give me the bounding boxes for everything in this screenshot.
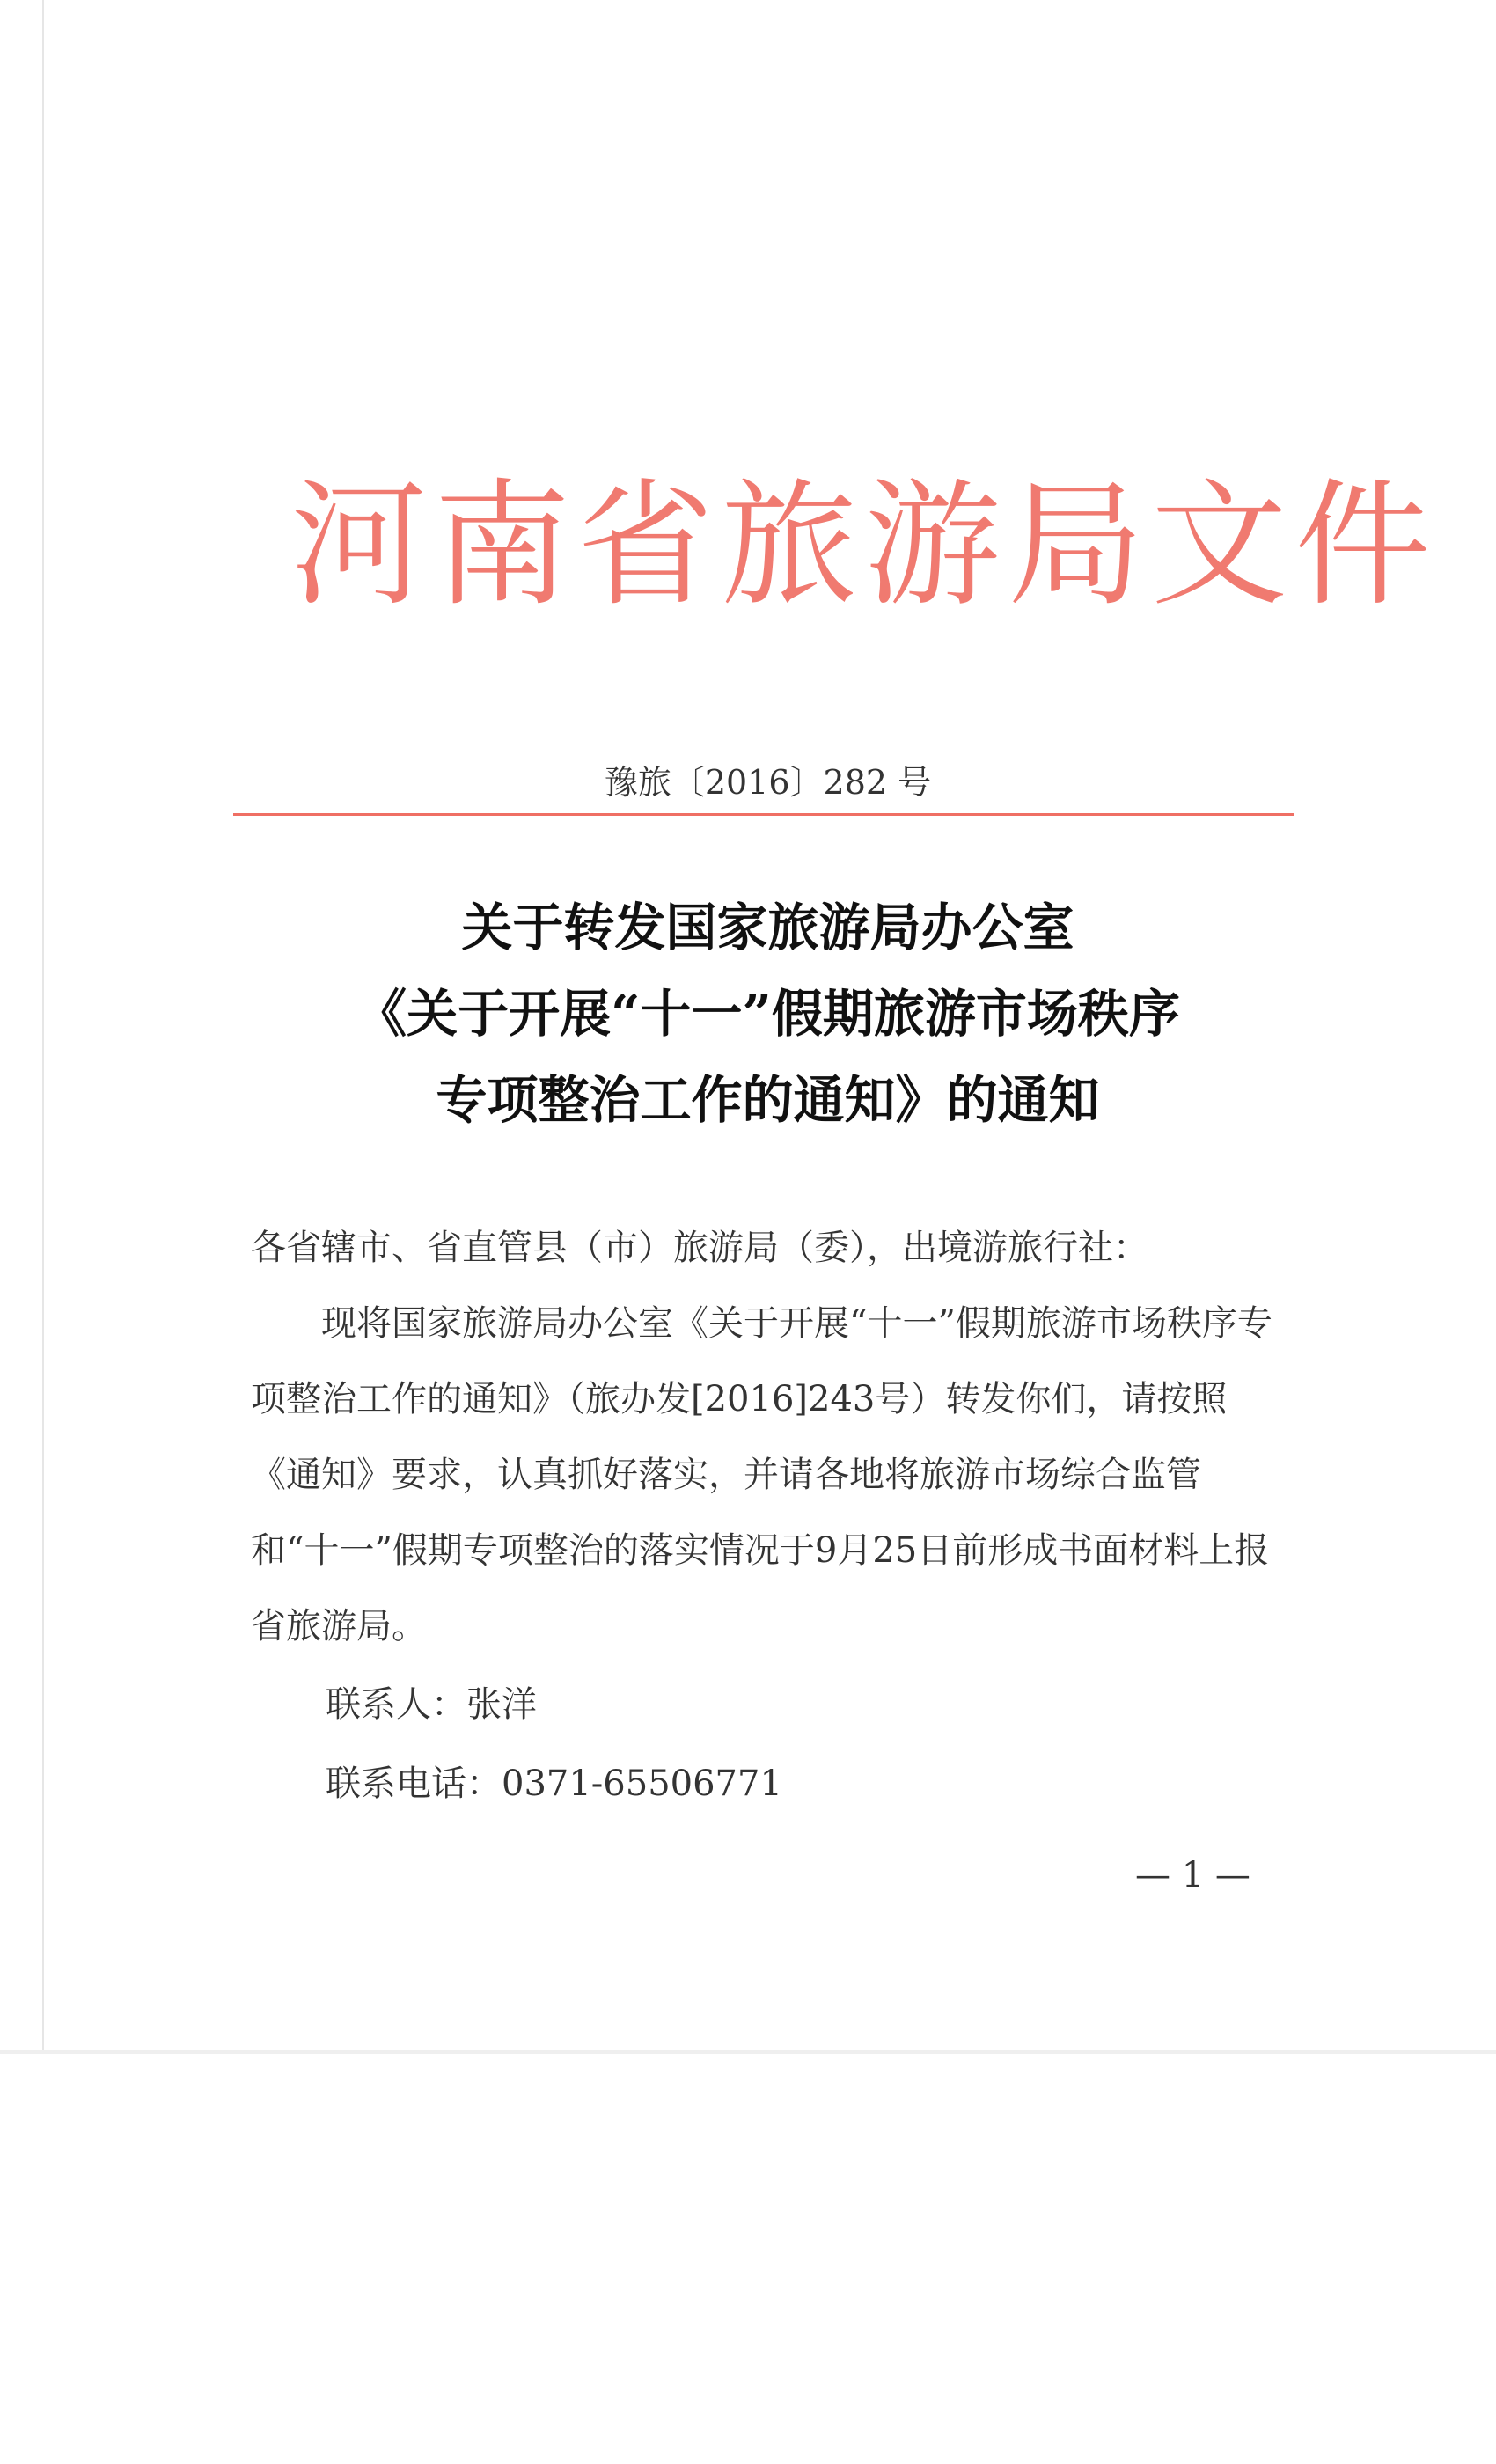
body-paragraph: 现将国家旅游局办公室《关于开展“十一”假期旅游市场秩序专项整治工作的通知》（旅办发[2016]243号）转发你们，请按照《通知》要求，认真抓好落实，并请各地将旅游市场综合监管和“十一”假期专项整治的落实情况于9月25日前形成书面材料上报省旅游局。 [251,1303,1272,1646]
page-number: — 1 — [1135,1855,1250,1896]
title-line-3: 专项整治工作的通知》的通知 [436,1070,1100,1130]
document-number: 豫旅〔2016〕282 号 [604,763,932,802]
masthead-title: 河南省旅游局文件 [290,466,1438,625]
title-line-2: 《关于开展“十一”假期旅游市场秩序 [356,984,1180,1044]
red-divider-line [233,813,1294,816]
title-line-1: 关于转发国家旅游局办公室 [461,898,1074,957]
contact-person: 联系人：张洋 [326,1684,537,1725]
notice-body [251,1210,1280,1664]
notice-title [0,884,1496,1143]
contact-phone: 联系电话：0371-65506771 [326,1764,782,1804]
scan-edge [0,2050,1496,2054]
salutation: 各省辖市、省直管县（市）旅游局（委），出境游旅行社： [251,1228,1148,1268]
